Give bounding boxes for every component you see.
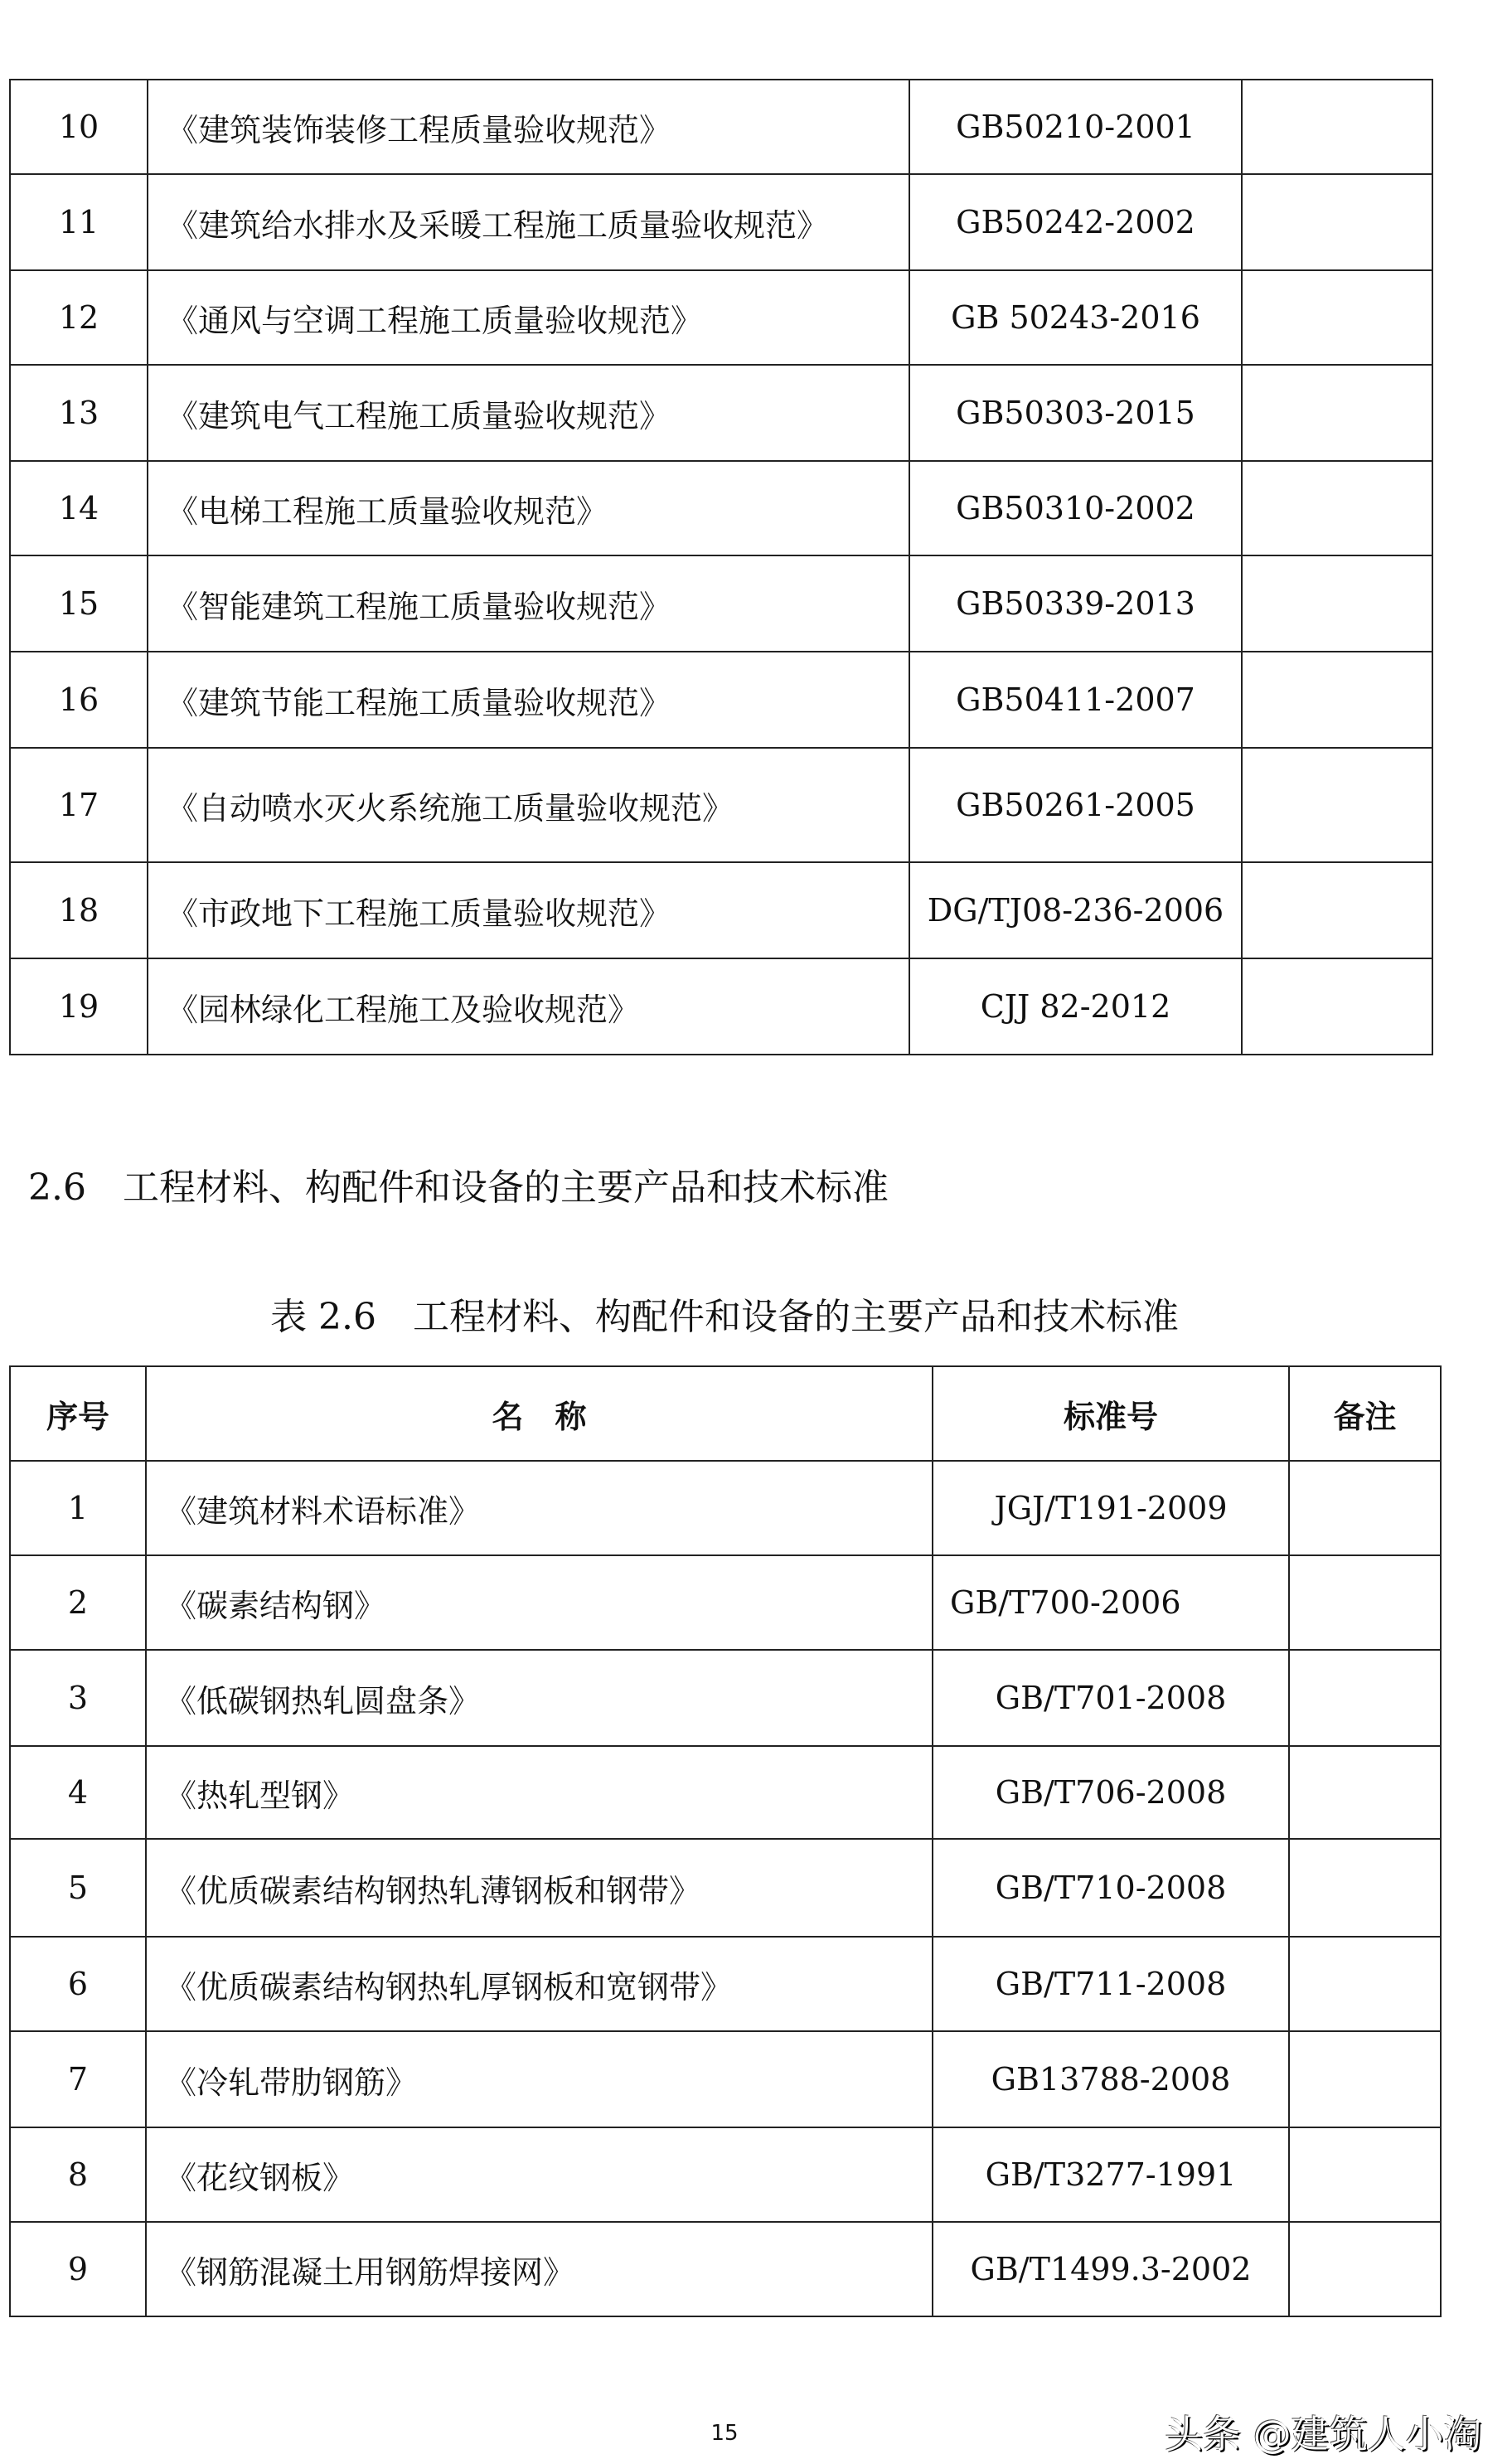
cell-name: 《建筑电气工程施工质量验收规范》	[148, 365, 909, 461]
cell-note	[1289, 1461, 1441, 1555]
table-row	[10, 461, 1432, 555]
cell-name: 《花纹钢板》	[146, 2127, 933, 2222]
cell-std: GB/T700-2006	[933, 1555, 1289, 1650]
cell-std: GB50210-2001	[909, 80, 1242, 174]
cell-note	[1242, 365, 1432, 461]
cell-std: CJJ 82-2012	[909, 958, 1242, 1055]
cell-name: 《智能建筑工程施工质量验收规范》	[148, 555, 909, 652]
table-row	[10, 365, 1432, 461]
cell-no: 16	[10, 652, 148, 748]
cell-std: GB/T711-2008	[933, 1937, 1289, 2031]
table-caption: 表 2.6 工程材料、构配件和设备的主要产品和技术标准	[270, 1296, 1179, 1338]
table-row	[10, 748, 1432, 862]
cell-no: 4	[10, 1746, 146, 1839]
cell-note	[1289, 1650, 1441, 1746]
cell-no: 12	[10, 270, 148, 365]
cell-no: 6	[10, 1937, 146, 2031]
cell-note	[1289, 2127, 1441, 2222]
table-row	[10, 1555, 1441, 1650]
cell-no: 2	[10, 1555, 146, 1650]
cell-note	[1242, 958, 1432, 1055]
page-number: 15	[710, 2421, 739, 2446]
table-row	[10, 1650, 1441, 1746]
table-row	[10, 270, 1432, 365]
cell-std: GB/T1499.3-2002	[933, 2222, 1289, 2316]
table-row	[10, 1746, 1441, 1839]
cell-note	[1242, 748, 1432, 862]
header-note: 备注	[1289, 1366, 1441, 1461]
cell-no: 5	[10, 1839, 146, 1937]
table-row	[10, 80, 1432, 174]
cell-note	[1289, 2222, 1441, 2316]
cell-name: 《冷轧带肋钢筋》	[146, 2031, 933, 2127]
cell-note	[1242, 555, 1432, 652]
cell-name: 《市政地下工程施工质量验收规范》	[148, 862, 909, 958]
cell-note	[1242, 461, 1432, 555]
table-row	[10, 862, 1432, 958]
table-row	[10, 652, 1432, 748]
table-row	[10, 555, 1432, 652]
table-row	[10, 1839, 1441, 1937]
cell-note	[1242, 174, 1432, 270]
cell-no: 3	[10, 1650, 146, 1746]
table-row	[10, 2031, 1441, 2127]
table-header-row	[10, 1366, 1441, 1461]
cell-std: GB/T706-2008	[933, 1746, 1289, 1839]
cell-note	[1289, 1839, 1441, 1937]
cell-note	[1242, 652, 1432, 748]
header-no: 序号	[10, 1366, 146, 1461]
cell-note	[1289, 1937, 1441, 2031]
cell-name: 《低碳钢热轧圆盘条》	[146, 1650, 933, 1746]
cell-name: 《建筑给水排水及采暖工程施工质量验收规范》	[148, 174, 909, 270]
header-name: 名 称	[146, 1366, 933, 1461]
cell-no: 14	[10, 461, 148, 555]
cell-note	[1242, 270, 1432, 365]
cell-std: GB/T3277-1991	[933, 2127, 1289, 2222]
cell-name: 《电梯工程施工质量验收规范》	[148, 461, 909, 555]
cell-name: 《建筑装饰装修工程质量验收规范》	[148, 80, 909, 174]
header-std: 标准号	[933, 1366, 1289, 1461]
table-row	[10, 174, 1432, 270]
cell-name: 《园林绿化工程施工及验收规范》	[148, 958, 909, 1055]
cell-std: GB50310-2002	[909, 461, 1242, 555]
cell-std: GB50411-2007	[909, 652, 1242, 748]
cell-name: 《碳素结构钢》	[146, 1555, 933, 1650]
cell-name: 《钢筋混凝土用钢筋焊接网》	[146, 2222, 933, 2316]
cell-std: JGJ/T191-2009	[933, 1461, 1289, 1555]
cell-std: GB/T710-2008	[933, 1839, 1289, 1937]
materials-standards-table	[9, 1365, 1442, 2317]
cell-note	[1289, 2031, 1441, 2127]
cell-std: GB 50243-2016	[909, 270, 1242, 365]
table-row	[10, 2127, 1441, 2222]
cell-std: GB50242-2002	[909, 174, 1242, 270]
cell-no: 13	[10, 365, 148, 461]
cell-note	[1289, 1555, 1441, 1650]
cell-no: 1	[10, 1461, 146, 1555]
cell-note	[1242, 80, 1432, 174]
cell-no: 9	[10, 2222, 146, 2316]
watermark: 头条 @建筑人小淘	[1165, 2412, 1482, 2457]
section-heading: 2.6 工程材料、构配件和设备的主要产品和技术标准	[28, 1166, 889, 1209]
cell-name: 《通风与空调工程施工质量验收规范》	[148, 270, 909, 365]
cell-name: 《自动喷水灭火系统施工质量验收规范》	[148, 748, 909, 862]
cell-note	[1242, 862, 1432, 958]
cell-std: GB/T701-2008	[933, 1650, 1289, 1746]
table-row	[10, 958, 1432, 1055]
cell-no: 15	[10, 555, 148, 652]
cell-std: GB50261-2005	[909, 748, 1242, 862]
cell-std: GB50339-2013	[909, 555, 1242, 652]
cell-name: 《热轧型钢》	[146, 1746, 933, 1839]
cell-std: DG/TJ08-236-2006	[909, 862, 1242, 958]
table-row	[10, 1937, 1441, 2031]
cell-name: 《建筑节能工程施工质量验收规范》	[148, 652, 909, 748]
cell-std: GB50303-2015	[909, 365, 1242, 461]
cell-no: 11	[10, 174, 148, 270]
table-row	[10, 1461, 1441, 1555]
cell-no: 17	[10, 748, 148, 862]
cell-no: 7	[10, 2031, 146, 2127]
cell-no: 19	[10, 958, 148, 1055]
cell-std: GB13788-2008	[933, 2031, 1289, 2127]
cell-no: 10	[10, 80, 148, 174]
cell-name: 《建筑材料术语标准》	[146, 1461, 933, 1555]
cell-name: 《优质碳素结构钢热轧厚钢板和宽钢带》	[146, 1937, 933, 2031]
cell-name: 《优质碳素结构钢热轧薄钢板和钢带》	[146, 1839, 933, 1937]
table-row	[10, 2222, 1441, 2316]
cell-no: 8	[10, 2127, 146, 2222]
cell-no: 18	[10, 862, 148, 958]
cell-note	[1289, 1746, 1441, 1839]
standards-table-continued	[9, 79, 1433, 1055]
